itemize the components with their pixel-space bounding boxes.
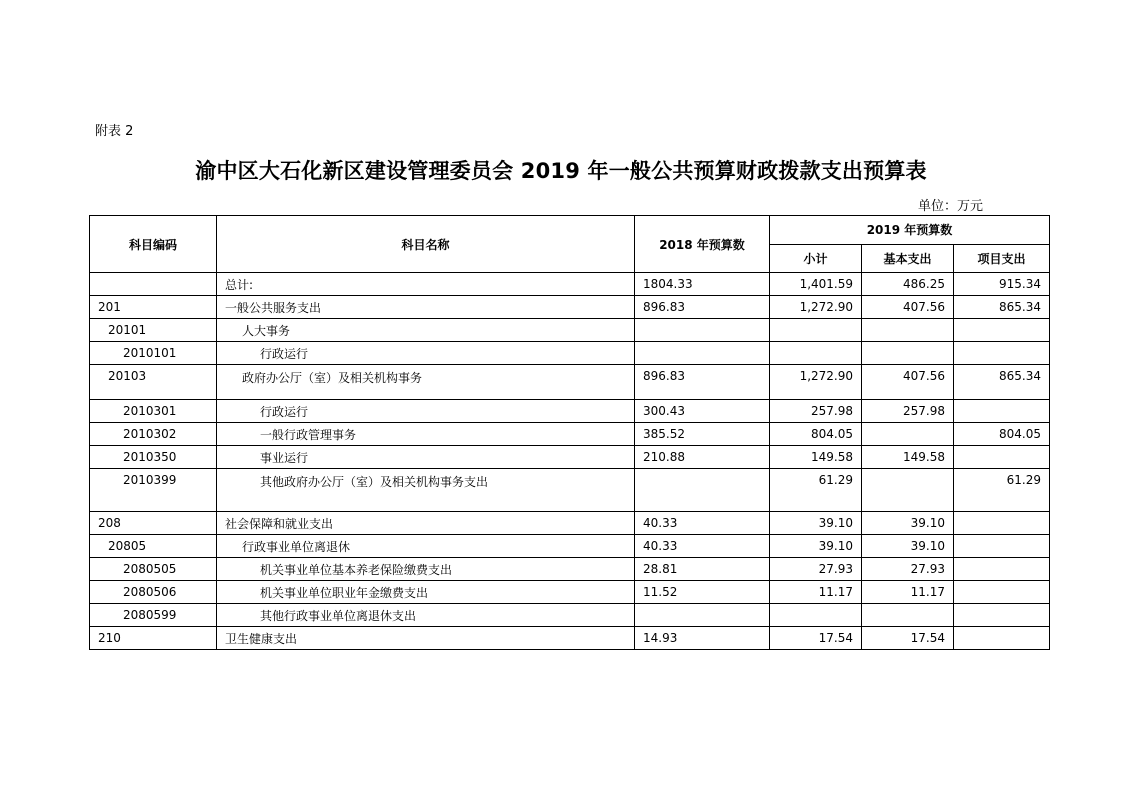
code-cell: 2010301: [90, 400, 217, 423]
code-cell: 2080599: [90, 604, 217, 627]
subtotal-cell: 27.93: [770, 558, 862, 581]
project-cell: [954, 342, 1050, 365]
header-code: 科目编码: [90, 216, 217, 273]
code-cell: 2010101: [90, 342, 217, 365]
project-cell: [954, 581, 1050, 604]
project-cell: [954, 319, 1050, 342]
project-cell: [954, 446, 1050, 469]
subtotal-cell: 1,272.90: [770, 296, 862, 319]
name-cell: 行政事业单位离退休: [217, 535, 635, 558]
table-row: [90, 296, 1050, 319]
header-project: 项目支出: [954, 244, 1050, 273]
budget-2018-cell: 40.33: [635, 535, 770, 558]
budget-2018-cell: [635, 319, 770, 342]
table-row: [90, 365, 1050, 400]
name-cell: 人大事务: [217, 319, 635, 342]
name-cell: 总计:: [217, 273, 635, 296]
page-title: 渝中区大石化新区建设管理委员会 2019 年一般公共预算财政拨款支出预算表: [195, 159, 927, 183]
basic-cell: 149.58: [862, 446, 954, 469]
code-cell: 2080505: [90, 558, 217, 581]
project-cell: [954, 512, 1050, 535]
subtotal-cell: 61.29: [770, 469, 862, 512]
table-row: [90, 558, 1050, 581]
code-cell: 210: [90, 627, 217, 650]
subtotal-cell: 804.05: [770, 423, 862, 446]
code-cell: 2010350: [90, 446, 217, 469]
unit-label: 单位：万元: [918, 199, 984, 214]
table-row: [90, 469, 1050, 512]
code-cell: [90, 273, 217, 296]
header-name: 科目名称: [217, 216, 635, 273]
basic-cell: 486.25: [862, 273, 954, 296]
code-cell: 20103: [90, 365, 217, 400]
table-row: [90, 319, 1050, 342]
table-row: [90, 342, 1050, 365]
header-budget-2019: 2019 年预算数: [770, 216, 1050, 245]
budget-2018-cell: 28.81: [635, 558, 770, 581]
subtotal-cell: 39.10: [770, 535, 862, 558]
table-row: [90, 423, 1050, 446]
code-cell: 20805: [90, 535, 217, 558]
budget-2018-cell: 896.83: [635, 365, 770, 400]
basic-cell: 39.10: [862, 512, 954, 535]
project-cell: [954, 400, 1050, 423]
name-cell: 行政运行: [217, 342, 635, 365]
header-budget-2018: 2018 年预算数: [635, 216, 770, 273]
header-basic: 基本支出: [862, 244, 954, 273]
project-cell: 865.34: [954, 296, 1050, 319]
project-cell: [954, 627, 1050, 650]
attachment-label: 附表 2: [95, 124, 134, 139]
name-cell: 行政运行: [217, 400, 635, 423]
code-cell: 2010399: [90, 469, 217, 512]
project-cell: 865.34: [954, 365, 1050, 400]
header-subtotal: 小计: [770, 244, 862, 273]
subtotal-cell: 11.17: [770, 581, 862, 604]
table-row: [90, 535, 1050, 558]
basic-cell: 407.56: [862, 365, 954, 400]
subtotal-cell: 257.98: [770, 400, 862, 423]
name-cell: 其他政府办公厅（室）及相关机构事务支出: [217, 469, 635, 512]
budget-table: [89, 215, 1050, 650]
name-cell: 一般行政管理事务: [217, 423, 635, 446]
budget-2018-cell: 14.93: [635, 627, 770, 650]
subtotal-cell: 17.54: [770, 627, 862, 650]
basic-cell: 257.98: [862, 400, 954, 423]
subtotal-cell: 1,272.90: [770, 365, 862, 400]
project-cell: [954, 535, 1050, 558]
project-cell: 915.34: [954, 273, 1050, 296]
name-cell: 机关事业单位基本养老保险缴费支出: [217, 558, 635, 581]
code-cell: 208: [90, 512, 217, 535]
budget-2018-cell: [635, 342, 770, 365]
project-cell: 61.29: [954, 469, 1050, 512]
budget-2018-cell: 40.33: [635, 512, 770, 535]
subtotal-cell: 39.10: [770, 512, 862, 535]
name-cell: 政府办公厅（室）及相关机构事务: [217, 365, 635, 400]
basic-cell: 27.93: [862, 558, 954, 581]
project-cell: 804.05: [954, 423, 1050, 446]
budget-2018-cell: 1804.33: [635, 273, 770, 296]
basic-cell: 17.54: [862, 627, 954, 650]
basic-cell: [862, 469, 954, 512]
basic-cell: 407.56: [862, 296, 954, 319]
code-cell: 2010302: [90, 423, 217, 446]
basic-cell: 39.10: [862, 535, 954, 558]
project-cell: [954, 558, 1050, 581]
table-row: [90, 627, 1050, 650]
name-cell: 事业运行: [217, 446, 635, 469]
budget-2018-cell: [635, 604, 770, 627]
budget-2018-cell: [635, 469, 770, 512]
code-cell: 20101: [90, 319, 217, 342]
name-cell: 社会保障和就业支出: [217, 512, 635, 535]
table-row: [90, 273, 1050, 296]
budget-2018-cell: 11.52: [635, 581, 770, 604]
subtotal-cell: 1,401.59: [770, 273, 862, 296]
subtotal-cell: [770, 319, 862, 342]
table-row: [90, 512, 1050, 535]
basic-cell: [862, 604, 954, 627]
name-cell: 一般公共服务支出: [217, 296, 635, 319]
subtotal-cell: 149.58: [770, 446, 862, 469]
table-row: [90, 446, 1050, 469]
basic-cell: [862, 342, 954, 365]
budget-2018-cell: 896.83: [635, 296, 770, 319]
table-row: [90, 581, 1050, 604]
budget-2018-cell: 385.52: [635, 423, 770, 446]
subtotal-cell: [770, 342, 862, 365]
table-row: [90, 400, 1050, 423]
project-cell: [954, 604, 1050, 627]
code-cell: 201: [90, 296, 217, 319]
basic-cell: 11.17: [862, 581, 954, 604]
code-cell: 2080506: [90, 581, 217, 604]
subtotal-cell: [770, 604, 862, 627]
basic-cell: [862, 319, 954, 342]
name-cell: 其他行政事业单位离退休支出: [217, 604, 635, 627]
budget-2018-cell: 210.88: [635, 446, 770, 469]
name-cell: 机关事业单位职业年金缴费支出: [217, 581, 635, 604]
name-cell: 卫生健康支出: [217, 627, 635, 650]
budget-2018-cell: 300.43: [635, 400, 770, 423]
basic-cell: [862, 423, 954, 446]
table-row: [90, 604, 1050, 627]
